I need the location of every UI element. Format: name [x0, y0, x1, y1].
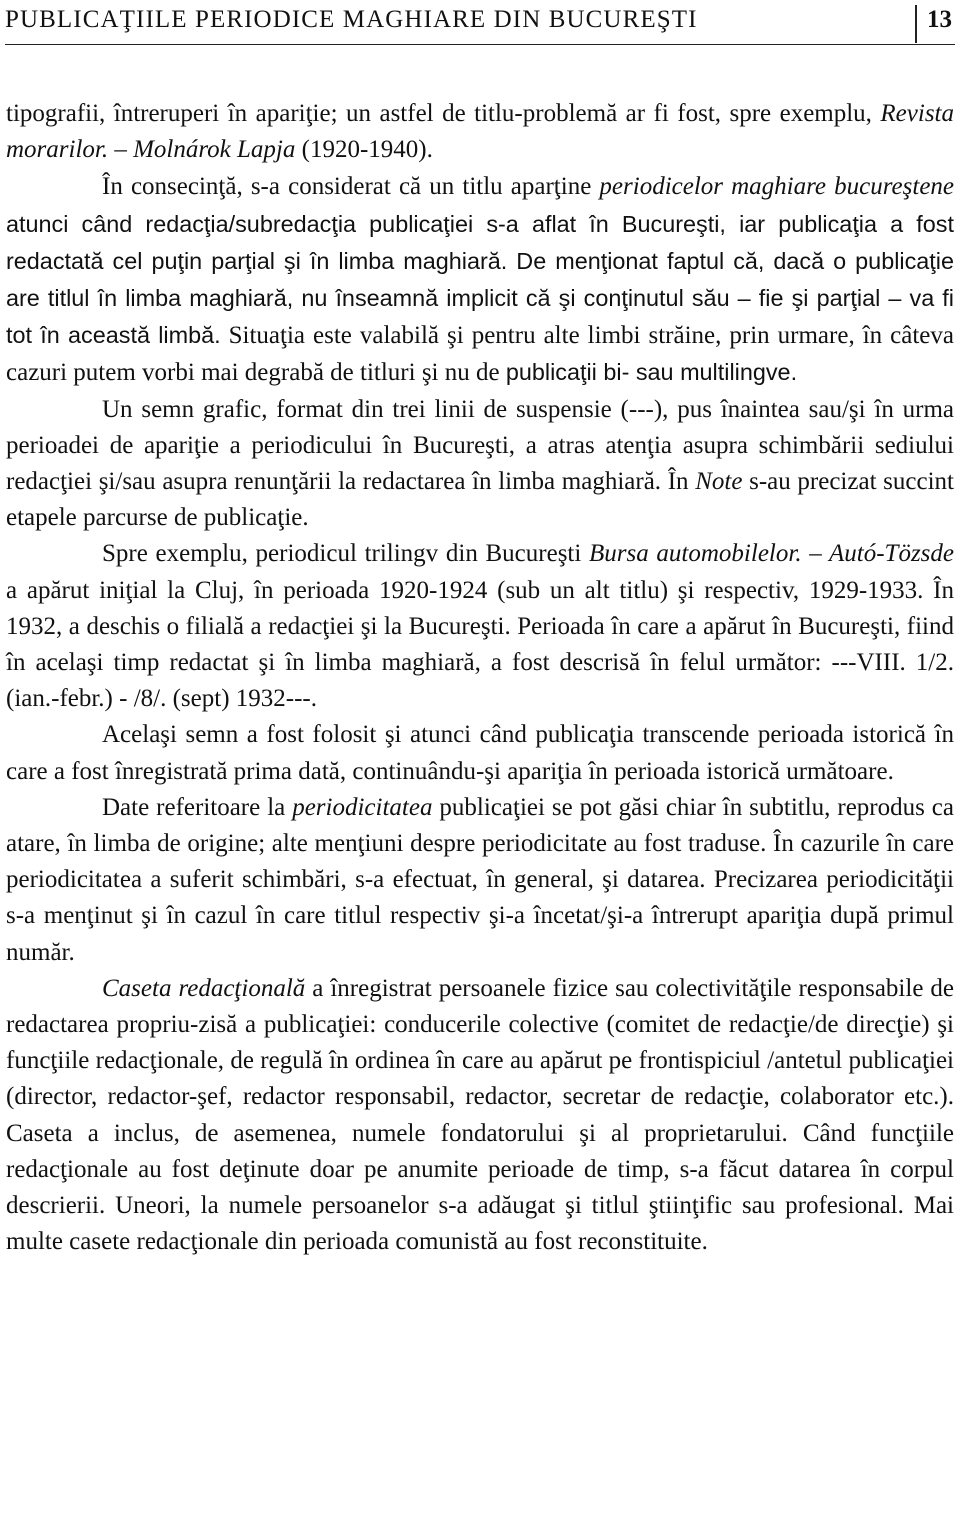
italic-term: Caseta redacţională — [102, 974, 306, 1002]
text-run: Un semn grafic, format din trei linii de suspensie (---), pus înaintea sau/şi în urma perioadei de apariţie a periodicului în Bucureşti, a atras atenţia asupra schimbării sediului redacţiei şi/sau asupra renunţării la redactarea în limba maghiară. În — [6, 395, 954, 496]
page-number: 13 — [927, 6, 952, 33]
text-run: Date referitoare la — [102, 793, 293, 821]
paragraph-criteria — [6, 168, 954, 391]
text-run: publicaţiei se pot găsi chiar în subtitlu, reprodus ca atare, în limba de origine; alte menţiuni despre periodicitate au fost traduse. În cazurile în care periodicitatea a suferit schimbări, s-a efectuat, în general, şi datarea. Precizarea periodicităţii s-a menţinut şi în cazul în care titlul respectiv şi-a încetat/şi-a întrerupt apariţia după primul număr. — [6, 793, 955, 966]
italic-title: Bursa automobilelor. – Autó-Tözsde — [589, 540, 954, 568]
text-run: a înregistrat persoanele fizice sau colectivităţile responsabile de redactarea propriu-zisă a publicaţiei: conducerile colective (comitet de redacţie/de direcţie) şi funcţiile redacţionale, de regulă în ordinea în care au apărut pe frontispiciul /antetul publicaţiei (director, redactor-şef, redactor responsabil, redactor, secretar de redacţie, colaborator etc.). Caseta a inclus, de asemenea, numele fondatorului şi al proprietarului. Când funcţiile redacţionale au fost deţinute doar pe anumite perioade de timp, s-a făcut datarea în corpul descrierii. Uneori, la numele persoanelor s-a adăugat şi titlul ştiinţific sau profesional. Mai multe casete redacţionale din perioada comunistă au fost reconstituite. — [6, 974, 954, 1256]
text-run: În consecinţă, s-a considerat că un titlu aparţine — [102, 173, 600, 201]
paragraph-editorial-box — [6, 971, 954, 1261]
paragraph-continued — [6, 96, 954, 168]
page-body — [6, 96, 954, 1261]
text-run: Situaţia este valabilă şi pentru alte limbi străine, prin urmare, în câteva cazuri putem vorbi mai degrabă de titluri şi nu de — [6, 322, 954, 387]
paragraph-example — [6, 536, 954, 717]
text-run: Spre exemplu, periodicul trilingv din Bucureşti — [102, 540, 590, 568]
text-run: tipografii, întreruperi în apariţie; un astfel de titlu-problemă ar fi fost, spre exemplu, — [6, 100, 881, 127]
text-run-sans: atunci când redacţia/subredacţia publicaţiei s-a aflat în Bucureşti, iar publicaţia a fost redactată cel puţin parţial şi în limba maghiară. De menţionat faptul că, dacă o publicaţie are titlul în limba maghiară, nu înseamnă implicit că şi conţinutul său – fie şi parţial – va fi tot în această limbă. — [6, 210, 954, 349]
paragraph-periodicity — [6, 790, 954, 971]
italic-term: Note — [695, 468, 743, 496]
text-run: a apărut iniţial la Cluj, în perioada 1920-1924 (sub un alt titlu) şi respectiv, 1929-1933. În 1932, a deschis o filială a redacţiei şi la Bucureşti. Perioada în care a apărut în Bucureşti, fiind în acelaşi timp redactat şi în limba maghiară, a fost descrisă în felul următor: ---VIII. 1/2. (ian.-febr.) - /8/. (sept) 1932---. — [6, 576, 954, 713]
text-run: Acelaşi semn a fost folosit şi atunci când publicaţia transcende perioada istorică în care a fost înregistrată prima dată, continuându-şi apariţia în perioada istorică următoare. — [6, 721, 954, 785]
text-run: s-au precizat succint etapele parcurse de publicaţie. — [6, 468, 954, 532]
italic-title: Revista morarilor. – Molnárok Lapja — [6, 100, 954, 164]
paragraph-graphic-sign — [6, 392, 954, 537]
italic-term: periodicelor maghiare bucureştene — [599, 173, 955, 201]
running-title: PUBLICAŢIILE PERIODICE MAGHIARE DIN BUCUREŞTI — [5, 6, 698, 33]
header-divider — [915, 5, 917, 43]
running-header — [5, 2, 955, 45]
text-run: (1920-1940). — [295, 136, 433, 164]
italic-term: periodicitatea — [292, 793, 433, 821]
text-run-sans: publicaţii bi- sau multilingve. — [505, 359, 798, 386]
paragraph-same-sign — [6, 717, 954, 789]
